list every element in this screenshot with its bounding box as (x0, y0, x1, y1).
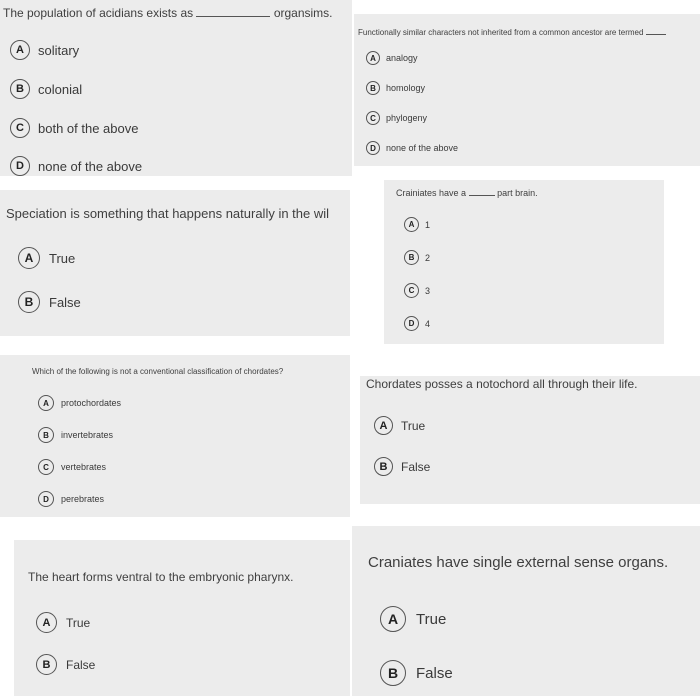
question-text: Which of the following is not a conventional classification of chordates? (32, 367, 284, 376)
option-a[interactable] (374, 416, 425, 435)
question-text (358, 28, 666, 37)
option-label: colonial (38, 81, 83, 97)
option-letter-badge: B (10, 79, 30, 99)
option-letter-badge: A (36, 612, 57, 633)
option-c[interactable] (38, 459, 106, 475)
option-label: False (416, 664, 453, 682)
option-a[interactable] (38, 395, 121, 411)
question-text (396, 188, 538, 198)
option-letter-badge: A (18, 247, 40, 269)
question-suffix: organsims. (273, 6, 333, 20)
question-card-sense-organs (352, 526, 700, 696)
option-letter-badge: C (366, 111, 380, 125)
option-label: 2 (425, 252, 431, 263)
option-letter-badge: B (366, 81, 380, 95)
option-a[interactable] (380, 606, 446, 632)
option-a[interactable] (10, 40, 79, 60)
option-c[interactable] (366, 111, 427, 125)
option-d[interactable] (38, 491, 104, 507)
option-letter-badge: A (374, 416, 393, 435)
option-label: vertebrates (61, 462, 107, 472)
option-letter-badge: A (366, 51, 380, 65)
question-card-heart (14, 540, 350, 696)
option-b[interactable] (374, 457, 430, 476)
option-d[interactable] (366, 141, 458, 155)
answer-blank (469, 195, 495, 196)
question-prefix: Crainiates have a (396, 188, 467, 198)
option-label: both of the above (38, 120, 139, 136)
option-d[interactable] (404, 316, 430, 331)
option-c[interactable] (10, 118, 138, 138)
option-b[interactable] (38, 427, 113, 443)
option-letter-badge: A (38, 395, 54, 411)
option-letter-badge: B (404, 250, 419, 265)
option-b[interactable] (18, 291, 81, 313)
option-label: phylogeny (386, 113, 428, 123)
option-label: True (416, 610, 447, 628)
option-label: perebrates (61, 494, 105, 504)
option-letter-badge: A (380, 606, 406, 632)
option-letter-badge: B (38, 427, 54, 443)
option-letter-badge: B (374, 457, 393, 476)
question-text (3, 6, 333, 20)
option-label: 3 (425, 285, 431, 296)
option-b[interactable] (10, 79, 82, 99)
option-b[interactable] (36, 654, 95, 675)
option-label: True (401, 418, 426, 433)
option-letter-badge: B (380, 660, 406, 686)
question-card-notochord (360, 376, 700, 504)
option-b[interactable] (380, 660, 453, 686)
question-card-classification (0, 355, 350, 517)
question-text: Chordates posses a notochord all through their life. (366, 377, 638, 391)
option-label: invertebrates (61, 430, 114, 440)
option-label: 1 (425, 219, 431, 230)
question-prefix: Functionally similar characters not inherited from a common ancestor are termed (358, 28, 644, 37)
option-label: False (401, 459, 431, 474)
option-letter-badge: C (10, 118, 30, 138)
option-label: False (49, 294, 81, 310)
option-letter-badge: C (404, 283, 419, 298)
option-label: none of the above (386, 143, 459, 153)
question-suffix: part brain. (497, 188, 538, 198)
option-label: analogy (386, 53, 418, 63)
question-text: The heart forms ventral to the embryonic pharynx. (28, 570, 294, 584)
option-label: True (49, 250, 76, 266)
option-c[interactable] (404, 283, 430, 298)
question-text: Speciation is something that happens naturally in the wil (6, 206, 330, 221)
option-a[interactable] (18, 247, 75, 269)
option-letter-badge: B (18, 291, 40, 313)
answer-blank (646, 34, 666, 35)
option-letter-badge: D (10, 156, 30, 176)
option-label: homology (386, 83, 426, 93)
option-letter-badge: D (38, 491, 54, 507)
option-label: none of the above (38, 158, 143, 174)
question-card-brain-parts (384, 180, 664, 344)
question-card-speciation (0, 190, 350, 336)
option-a[interactable] (404, 217, 430, 232)
option-letter-badge: B (36, 654, 57, 675)
option-letter-badge: C (38, 459, 54, 475)
option-a[interactable] (366, 51, 418, 65)
option-label: protochordates (61, 398, 122, 408)
answer-blank (196, 16, 270, 17)
option-b[interactable] (366, 81, 425, 95)
option-letter-badge: A (404, 217, 419, 232)
option-letter-badge: D (366, 141, 380, 155)
option-a[interactable] (36, 612, 90, 633)
option-d[interactable] (10, 156, 142, 176)
option-b[interactable] (404, 250, 430, 265)
question-card-analogy (354, 14, 700, 166)
option-label: True (66, 615, 91, 630)
question-prefix: The population of acidians exists as (3, 6, 194, 20)
option-letter-badge: A (10, 40, 30, 60)
option-label: False (66, 657, 96, 672)
option-letter-badge: D (404, 316, 419, 331)
option-label: 4 (425, 318, 431, 329)
question-text: Craniates have single external sense organs. (368, 554, 669, 571)
question-card-acidians (0, 0, 352, 176)
option-label: solitary (38, 42, 80, 58)
